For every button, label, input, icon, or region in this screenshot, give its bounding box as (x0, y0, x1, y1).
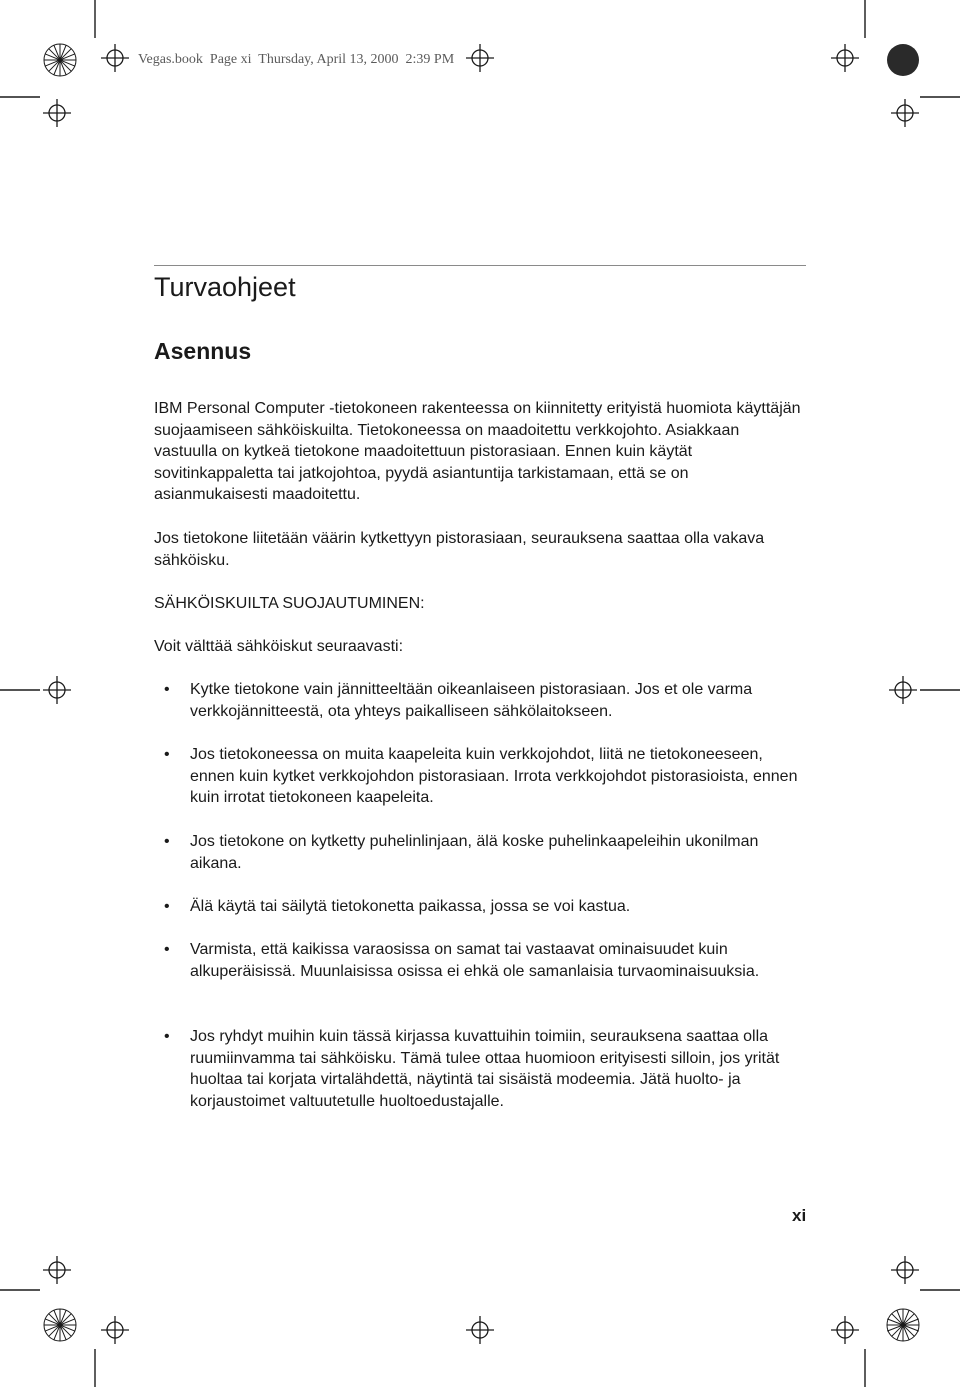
registration-mark-icon (887, 1309, 919, 1341)
crosshair-icon (43, 99, 71, 127)
registration-mark-icon (44, 1309, 76, 1341)
title-rule (154, 265, 806, 266)
protection-intro: Voit välttää sähköiskut seuraavasti: (154, 638, 404, 655)
intro-paragraph: IBM Personal Computer -tietokoneen rakenteessa on kiinnitetty erityistä huomiota käyttäjän suojaamiseen sähköiskuilta. Tietokoneessa on maadoitettu verkkojohto. Asiakkaan vastuulla on kytkeä tietokone maadoitettuun pistorasiaan. Ennen kuin käytät sovitinkappaletta tai jatkojohtoa, pyydä asiantuntija tarkistamaan, että se on asianmukaisesti maadoitettu. (154, 400, 801, 503)
crosshair-icon (101, 44, 129, 72)
crosshair-icon (466, 1316, 494, 1344)
list-item (154, 939, 804, 982)
bullet-icon: • (164, 898, 170, 915)
bullet-icon: • (164, 833, 170, 850)
bullet-icon: • (164, 746, 170, 763)
list-item (154, 744, 804, 809)
list-item-text: Jos tietokoneessa on muita kaapeleita kuin verkkojohdot, liitä ne tietokoneeseen, ennen kuin kytket verkkojohdon pistorasiaan. Irrota verkkojohdot pistorasioista, ennen kuin irrotat tietokoneen kaapeleita. (190, 746, 798, 806)
crosshair-icon (831, 44, 859, 72)
bullet-icon: • (164, 941, 170, 958)
crosshair-icon (831, 1316, 859, 1344)
list-item (154, 1026, 804, 1112)
list-item (154, 679, 804, 722)
list-item-text: Kytke tietokone vain jännitteeltään oikeanlaiseen pistorasiaan. Jos et ole varma verkkojännitteestä, ota yhteys paikalliseen sähkölaitokseen. (190, 681, 753, 720)
page-title: Turvaohjeet (154, 272, 296, 302)
list-item-text: Jos tietokone on kytketty puhelinlinjaan, älä koske puhelinkaapeleihin ukonilman aikana. (190, 833, 759, 872)
registration-mark-icon (44, 44, 76, 76)
warning-paragraph: Jos tietokone liitetään väärin kytkettyyn pistorasiaan, seurauksena saattaa olla vakava sähköisku. (154, 530, 765, 569)
list-item-text: Varmista, että kaikissa varaosissa on samat tai vastaavat ominaisuudet kuin alkuperäisissä. Muunlaisissa osissa ei ehkä ole samanlaisia turvaominaisuuksia. (190, 941, 760, 980)
page-number: xi (792, 1206, 807, 1225)
crosshair-icon (101, 1316, 129, 1344)
list-item (154, 896, 804, 918)
bullet-icon: • (164, 681, 170, 698)
crosshair-icon (43, 676, 71, 704)
section-title: Asennus (154, 338, 252, 364)
crosshair-icon (891, 1256, 919, 1284)
crosshair-icon (43, 1256, 71, 1284)
book-header: Vegas.book Page xi Thursday, April 13, 2000 2:39 PM (138, 52, 455, 67)
list-item-text: Älä käytä tai säilytä tietokonetta paikassa, jossa se voi kastua. (190, 898, 631, 915)
crosshair-icon (891, 99, 919, 127)
protection-heading: SÄHKÖISKUILTA SUOJAUTUMINEN: (154, 595, 425, 612)
bullet-icon: • (164, 1028, 170, 1045)
crosshair-icon (889, 676, 917, 704)
list-item (154, 831, 804, 874)
crosshair-icon (466, 44, 494, 72)
list-item-text: Jos ryhdyt muihin kuin tässä kirjassa kuvattuihin toimiin, seurauksena saattaa olla ruumiinvamma tai sähköisku. Tämä tulee ottaa huomioon erityisesti silloin, jos yrität huoltaa tai korjata virtalähdettä, näytintä tai sisäistä modeemia. Jätä huolto- ja korjaustoimet valtuutetulle huoltoedustajalle. (190, 1028, 780, 1110)
registration-mark-solid-icon (887, 44, 919, 76)
